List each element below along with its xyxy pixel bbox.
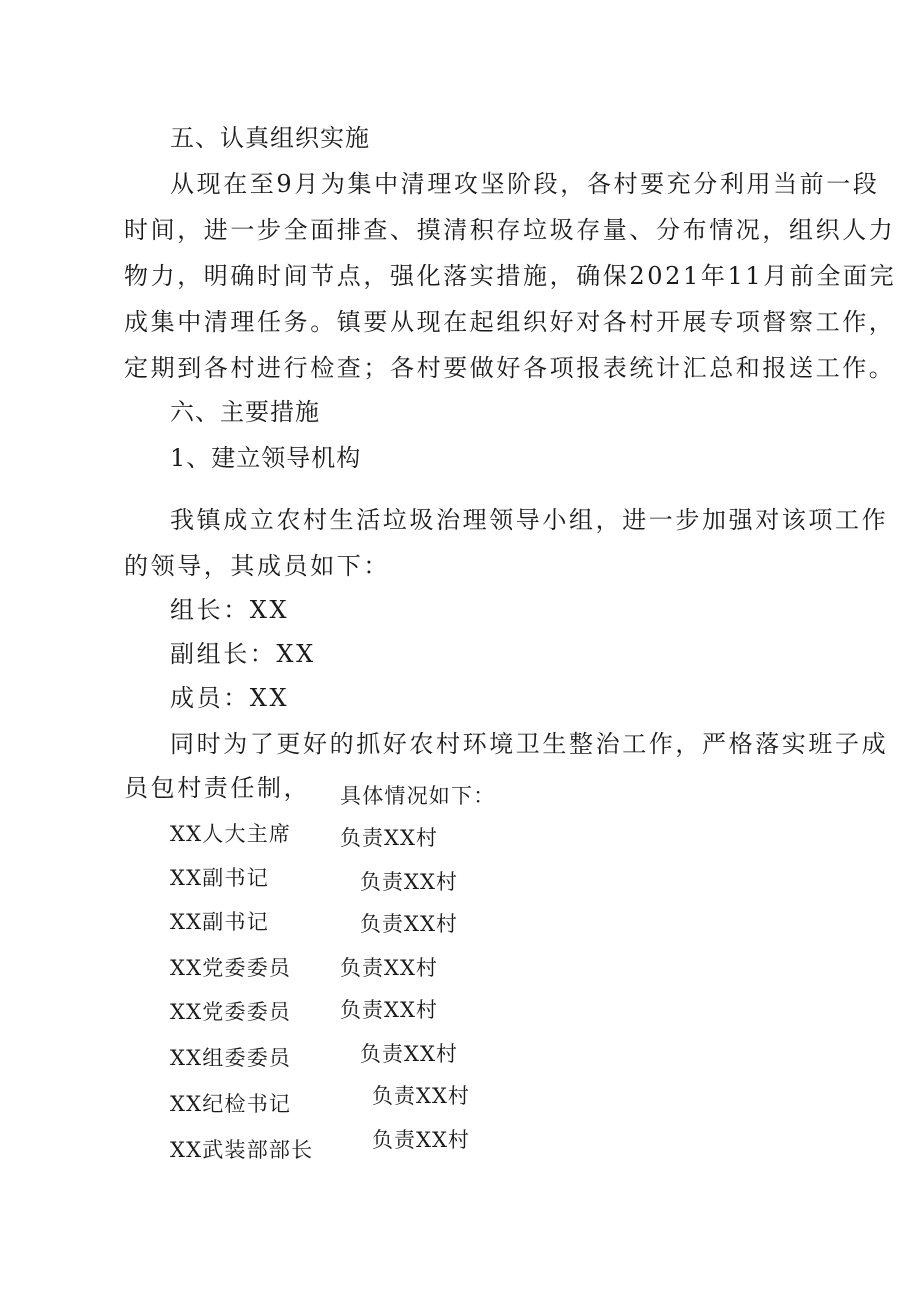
intro-paragraph-line: 的领导，其成员如下： xyxy=(124,552,390,580)
section-5-paragraph-line: 从现在至9月为集中清理攻坚阶段，各村要充分利用当前一段 xyxy=(170,170,880,198)
details-label: 具体情况如下： xyxy=(340,784,496,808)
assignment-person: XX纪检书记 xyxy=(170,1092,292,1116)
assignment-person: XX党委委员 xyxy=(170,1000,292,1024)
member-leader: 组长：XX xyxy=(170,596,290,624)
assignment-duty: 负责XX村 xyxy=(372,1084,470,1108)
assignment-duty: 负责XX村 xyxy=(360,1042,458,1066)
responsibility-paragraph-line: 员包村责任制， xyxy=(124,774,311,802)
assignment-person: XX武装部部长 xyxy=(170,1138,314,1162)
section-5-heading: 五、认真组织实施 xyxy=(170,124,370,152)
responsibility-paragraph-line: 同时为了更好的抓好农村环境卫生整治工作，严格落实班子成 xyxy=(170,730,889,758)
assignment-duty: 负责XX村 xyxy=(340,956,438,980)
member-members: 成员：XX xyxy=(170,684,290,712)
section-6-subheading: 1、建立领导机构 xyxy=(170,444,362,472)
intro-paragraph-line: 我镇成立农村生活垃圾治理领导小组，进一步加强对该项工作 xyxy=(170,506,889,534)
assignment-duty: 负责XX村 xyxy=(340,826,438,850)
assignment-duty: 负责XX村 xyxy=(360,912,458,936)
assignment-person: XX副书记 xyxy=(170,910,269,934)
section-5-paragraph-line: 时间，进一步全面排查、摸清积存垃圾存量、分布情况，组织人力 xyxy=(124,216,896,244)
section-5-paragraph-line: 成集中清理任务。镇要从现在起组织好对各村开展专项督察工作， xyxy=(124,308,896,336)
assignment-person: XX副书记 xyxy=(170,866,269,890)
section-5-paragraph-line: 定期到各村进行检查；各村要做好各项报表统计汇总和报送工作。 xyxy=(124,354,896,382)
assignment-duty: 负责XX村 xyxy=(360,870,458,894)
assignment-duty: 负责XX村 xyxy=(340,998,438,1022)
assignment-person: XX党委委员 xyxy=(170,956,292,980)
assignment-person: XX组委委员 xyxy=(170,1046,292,1070)
assignment-duty: 负责XX村 xyxy=(372,1128,470,1152)
section-5-paragraph-line: 物力，明确时间节点，强化落实措施，确保2021年11月前全面完 xyxy=(124,262,897,290)
section-6-heading: 六、主要措施 xyxy=(170,398,320,426)
member-deputy-leader: 副组长：XX xyxy=(170,640,316,668)
assignment-person: XX人大主席 xyxy=(170,822,292,846)
